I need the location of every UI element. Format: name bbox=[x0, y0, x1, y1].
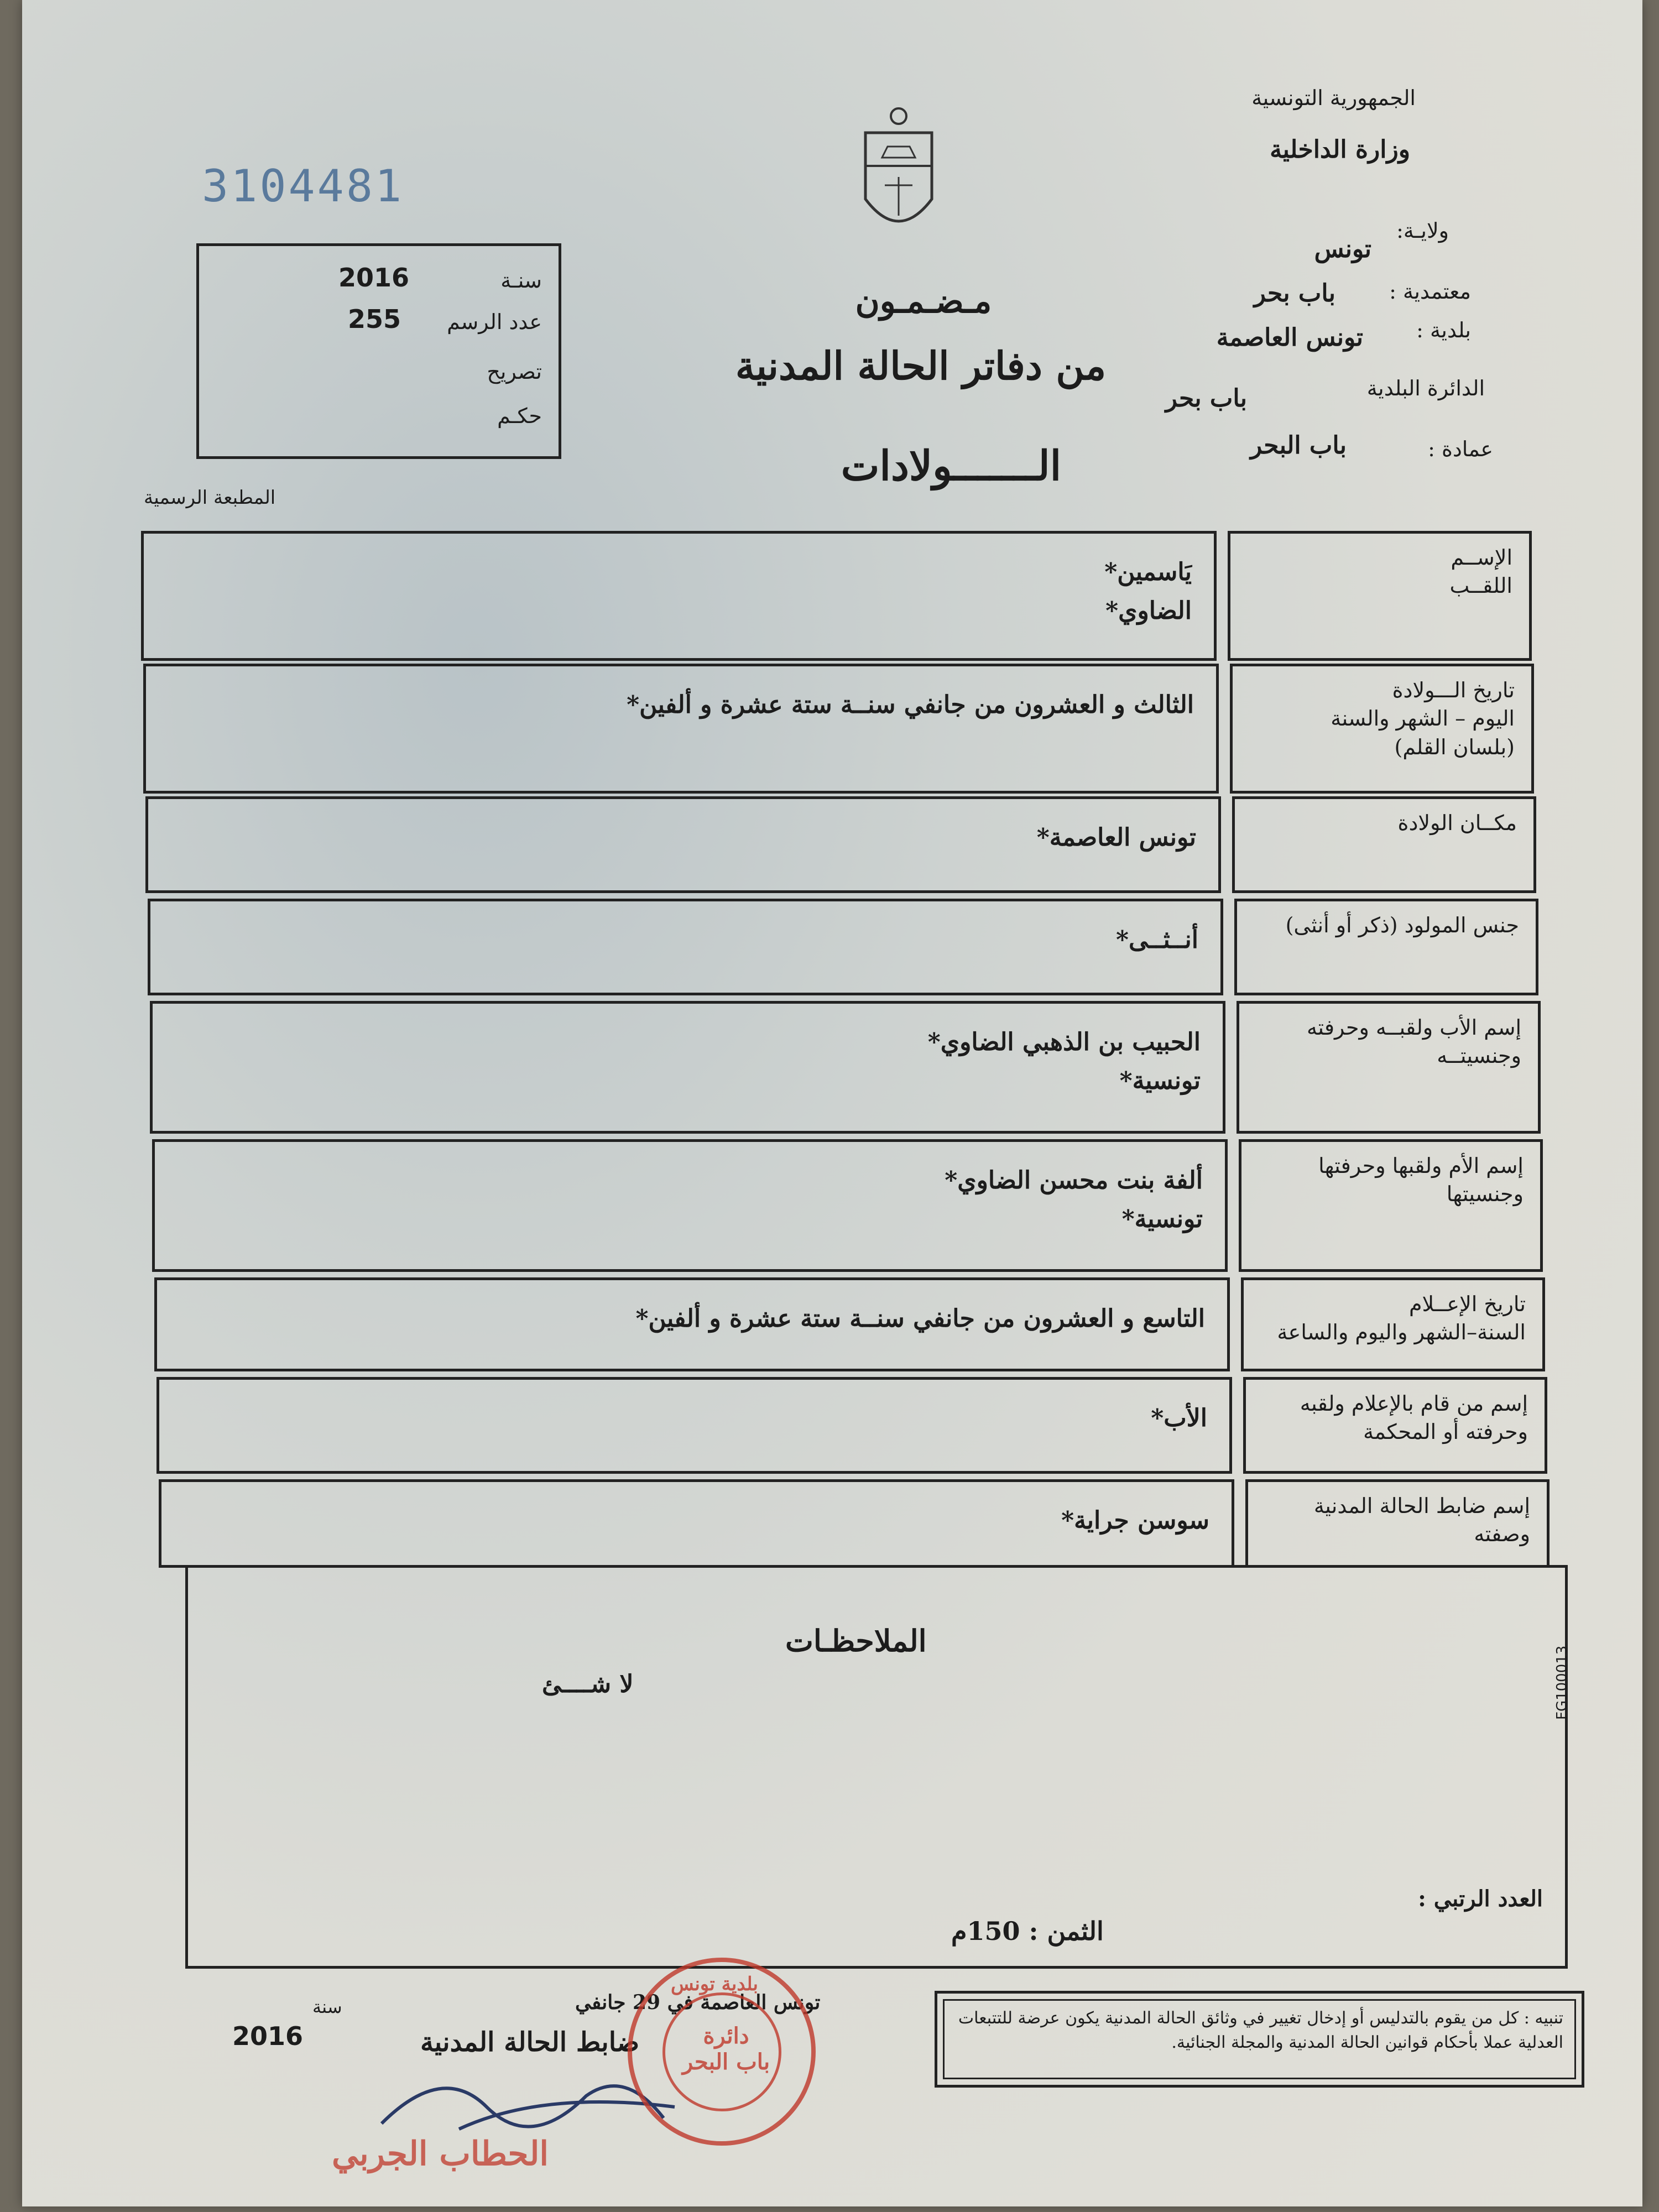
observations-box bbox=[185, 1565, 1568, 1969]
field-value-7: الأب* bbox=[1151, 1404, 1207, 1432]
document-page bbox=[22, 0, 1642, 2206]
field-label-1: تاريخ الـــولادة اليوم – الشهر والسنة (بلسان القلم) bbox=[1230, 664, 1534, 794]
field-value-box-7 bbox=[156, 1377, 1232, 1474]
field-value-box-4 bbox=[150, 1001, 1225, 1134]
coat-of-arms-icon bbox=[854, 105, 943, 249]
field-label-2: مكــان الولادة bbox=[1232, 796, 1536, 893]
governorate-value: تونس bbox=[1314, 235, 1371, 263]
judgment-label: حكـم bbox=[497, 404, 542, 428]
imada-label: عمادة : bbox=[1428, 437, 1493, 461]
price-label: الثمن : 150م bbox=[951, 1916, 1104, 1946]
footer-year-label: سنة bbox=[312, 1996, 342, 2017]
governorate-label: ولايـة: bbox=[1396, 218, 1449, 243]
title-line2: من دفاتر الحالة المدنية bbox=[735, 343, 1107, 389]
stamp-outer-text: بلدية تونس bbox=[671, 1973, 758, 1995]
observations-value: لا شــــئ bbox=[542, 1670, 634, 1698]
register-number-label: عدد الرسم bbox=[447, 310, 542, 334]
municipality-label: بلدية : bbox=[1416, 318, 1471, 342]
field-label-5: إسم الأم ولقبها وحرفتها وجنسيتها bbox=[1239, 1139, 1543, 1272]
serial-label: العدد الرتبي : bbox=[1418, 1886, 1543, 1912]
officer-name-stamp: الحطاب الجربي bbox=[332, 2135, 549, 2173]
observations-title: الملاحظـات bbox=[785, 1623, 927, 1658]
field-value-box-0 bbox=[141, 531, 1217, 661]
district-label: الدائرة البلدية bbox=[1366, 376, 1485, 400]
field-value-2: تونس العاصمة* bbox=[1036, 823, 1196, 852]
field-value-4: الحبيب بن الذهبي الضاوي* تونسية* bbox=[927, 1028, 1201, 1095]
delegation-value: باب بحر bbox=[1254, 279, 1335, 307]
field-value-box-8 bbox=[159, 1479, 1234, 1568]
field-label-4: إسم الأب ولقبــه وحرفته وجنسيتــه bbox=[1237, 1001, 1541, 1134]
field-value-5: ألفة بنت محسن الضاوي* تونسية* bbox=[945, 1166, 1203, 1234]
municipality-value: تونس العاصمة bbox=[1216, 324, 1363, 352]
place-date: تونس العاصمة في 29 جانفي bbox=[575, 1991, 821, 2014]
field-label-3: جنس المولود (ذكر أو أنثى) bbox=[1234, 899, 1538, 995]
field-value-1: الثالث و العشرون من جانفي سنــة ستة عشرة و ألفين* bbox=[627, 691, 1194, 719]
stamp-center-text: دائرة باب البحر bbox=[682, 2023, 770, 2075]
district-value: باب بحر bbox=[1165, 384, 1247, 413]
field-value-box-1 bbox=[143, 664, 1219, 794]
warning-box bbox=[935, 1991, 1584, 2088]
field-value-box-5 bbox=[152, 1139, 1228, 1272]
declaration-label: تصريح bbox=[487, 359, 542, 384]
official-stamp bbox=[628, 1958, 816, 2146]
title-line1: مـضـمـون bbox=[855, 282, 992, 321]
republic-label: الجمهورية التونسية bbox=[1251, 86, 1416, 110]
register-year-label: سنـة bbox=[500, 268, 542, 293]
field-value-6: التاسع و العشرون من جانفي سنــة ستة عشرة و ألفين* bbox=[635, 1305, 1205, 1333]
field-value-8: سوسن جراية* bbox=[1061, 1506, 1209, 1535]
field-label-6: تاريخ الإعــلام السنة–الشهر واليوم والساعة bbox=[1241, 1277, 1545, 1371]
warning-text: تنبيه : كل من يقوم بالتدليس أو إدخال تغيير في وثائق الحالة المدنية يكون عرضة للتتبعات العدلية عملا بأحكام قوانين الحالة المدنية والمجلة الجنائية. bbox=[943, 1999, 1576, 2079]
field-value-box-6 bbox=[154, 1277, 1230, 1371]
ministry-label: وزارة الداخلية bbox=[1270, 135, 1410, 164]
field-label-0: الإســم اللقــب bbox=[1228, 531, 1532, 661]
field-value-box-3 bbox=[148, 899, 1223, 995]
footer-year-value: 2016 bbox=[232, 2021, 304, 2051]
field-label-7: إسم من قام بالإعلام ولقبه وحرفته أو المحكمة bbox=[1243, 1377, 1547, 1474]
field-value-3: أنــثــى* bbox=[1116, 926, 1198, 954]
register-number-value: 255 bbox=[347, 304, 401, 334]
field-value-box-2 bbox=[145, 796, 1221, 893]
field-label-8: إسم ضابط الحالة المدنية وصفته bbox=[1245, 1479, 1550, 1568]
printer-label: المطبعة الرسمية bbox=[144, 487, 276, 509]
field-value-0: يَاسمين* الضاوي* bbox=[1104, 558, 1192, 625]
form-code: FG100013 bbox=[1554, 1645, 1571, 1720]
delegation-label: معتمدية : bbox=[1389, 279, 1471, 304]
register-year-value: 2016 bbox=[338, 263, 409, 293]
title-line3: الـــــــولادات bbox=[841, 442, 1062, 490]
imada-value: باب البحر bbox=[1250, 431, 1347, 460]
serial-number: 3104481 bbox=[202, 160, 404, 212]
officer-title: ضابط الحالة المدنية bbox=[420, 2027, 640, 2058]
register-box bbox=[196, 243, 561, 459]
